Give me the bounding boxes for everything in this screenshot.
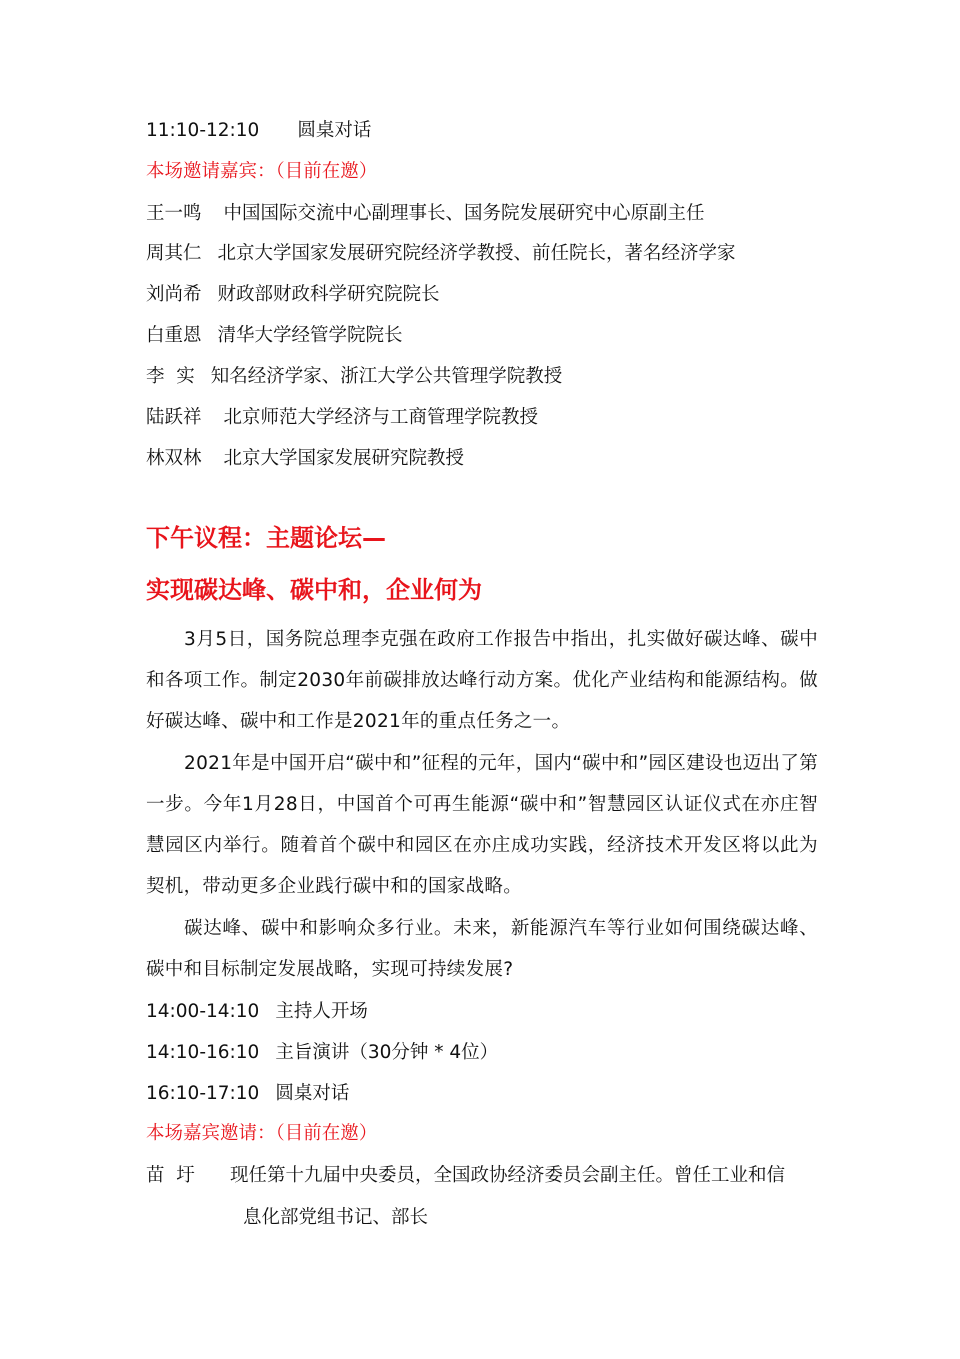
schedule-item xyxy=(146,1081,349,1107)
schedule-title: 主持人开场 xyxy=(275,1001,368,1022)
guest-row xyxy=(146,364,562,390)
guest-name: 周其仁 xyxy=(146,243,202,264)
afternoon-invite-label: 本场嘉宾邀请：（目前在邀） xyxy=(146,1123,378,1144)
schedule-time: 14:10-16:10 xyxy=(146,1042,260,1063)
morning-invite-label: 本场邀请嘉宾：（目前在邀） xyxy=(146,161,378,182)
roundtable-item xyxy=(146,118,371,144)
guest-title-line1: 现任第十九届中央委员，全国政协经济委员会副主任。曾任工业和信 xyxy=(230,1165,786,1186)
paragraph: 2021年是中国开启“碳中和”征程的元年，国内“碳中和”园区建设也迈出了第一步。今年1月28日，中国首个可再生能源“碳中和”智慧园区认证仪式在亦庄智慧园区内举行。随着首个碳中和园区在亦庄成功实践，经济技术开发区将以此为契机，带动更多企业践行碳中和的国家战略。 xyxy=(146,753,818,897)
guest-name: 刘尚希 xyxy=(146,284,202,305)
schedule-time: 14:00-14:10 xyxy=(146,1001,260,1022)
schedule-title: 圆桌对话 xyxy=(275,1083,350,1104)
guest-title: 北京大学国家发展研究院教授 xyxy=(223,448,465,469)
guest-name: 王一鸣 xyxy=(146,203,202,224)
guest-row xyxy=(146,323,403,349)
guest-name: 李 实 xyxy=(146,366,195,387)
schedule-item xyxy=(146,1040,498,1066)
schedule-title: 主旨演讲（30分钟 * 4位） xyxy=(275,1042,499,1063)
guest-title: 清华大学经管学院院长 xyxy=(217,325,403,346)
paragraph: 3月5日，国务院总理李克强在政府工作报告中指出，扎实做好碳达峰、碳中和各项工作。制定2030年前碳排放达峰行动方案。优化产业结构和能源结构。做好碳达峰、碳中和工作是2021年的重点任务之一。 xyxy=(146,629,818,732)
guest-name: 陆跃祥 xyxy=(146,407,202,428)
afternoon-guest-row xyxy=(146,1163,785,1189)
guest-row xyxy=(146,405,538,431)
guest-name: 白重恩 xyxy=(146,325,202,346)
roundtable-time: 11:10-12:10 xyxy=(146,120,260,141)
guest-name: 苗 圩 xyxy=(146,1165,195,1186)
guest-title: 北京师范大学经济与工商管理学院教授 xyxy=(223,407,539,428)
guest-row xyxy=(146,446,464,472)
roundtable-title: 圆桌对话 xyxy=(297,120,372,141)
guest-title: 知名经济学家、浙江大学公共管理学院教授 xyxy=(210,366,563,387)
schedule-item xyxy=(146,999,368,1025)
guest-row xyxy=(146,201,705,227)
forum-title: 实现碳达峰、碳中和，企业何为 xyxy=(146,576,482,604)
guest-name: 林双林 xyxy=(146,448,202,469)
schedule-time: 16:10-17:10 xyxy=(146,1083,260,1104)
guest-title-line2: 息化部党组书记、部长 xyxy=(243,1207,429,1228)
afternoon-heading: 下午议程：主题论坛— xyxy=(146,524,386,552)
paragraph: 碳达峰、碳中和影响众多行业。未来，新能源汽车等行业如何围绕碳达峰、碳中和目标制定发展战略，实现可持续发展? xyxy=(146,918,818,980)
guest-title: 北京大学国家发展研究院经济学教授、前任院长，著名经济学家 xyxy=(217,243,736,264)
guest-row xyxy=(146,282,440,308)
guest-row xyxy=(146,241,736,267)
guest-title: 财政部财政科学研究院院长 xyxy=(217,284,440,305)
guest-title: 中国国际交流中心副理事长、国务院发展研究中心原副主任 xyxy=(223,203,705,224)
